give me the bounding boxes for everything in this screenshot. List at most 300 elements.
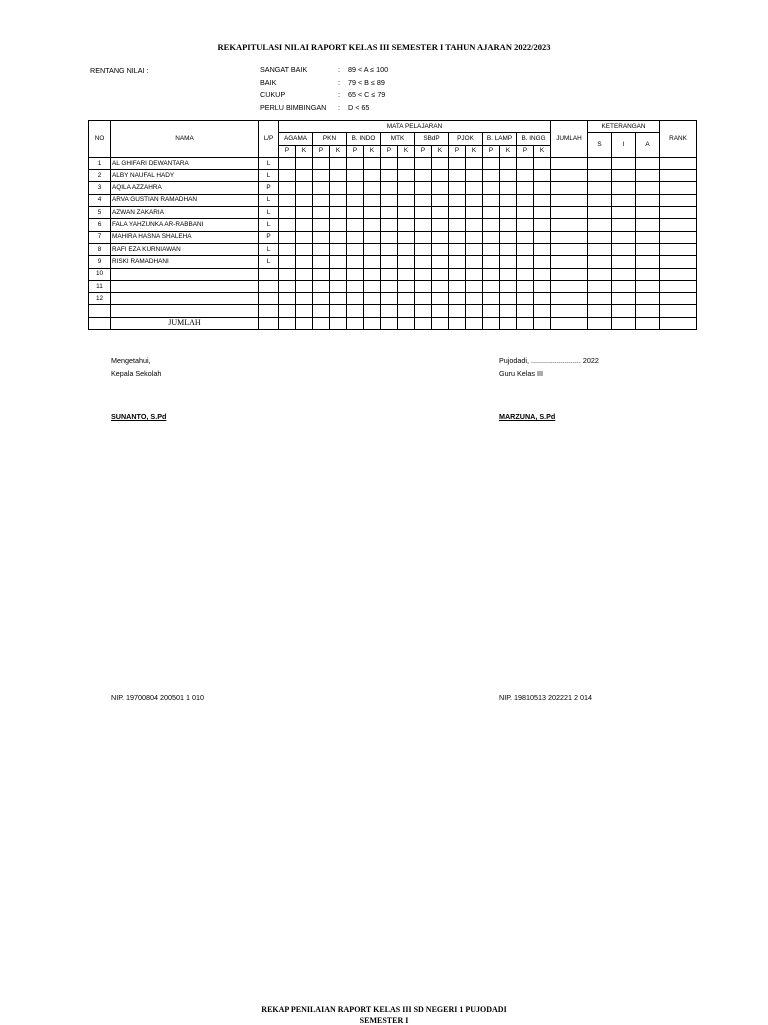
subject-header: PJOK: [449, 133, 483, 145]
total-cell: [660, 317, 697, 329]
range-label: RENTANG NILAI :: [90, 66, 149, 75]
attendance-cell: [588, 219, 612, 231]
attendance-cell: [588, 207, 612, 219]
table-row: [89, 182, 697, 194]
grade-cell: [347, 268, 364, 280]
grade-cell: [483, 256, 500, 268]
table-row: [89, 219, 697, 231]
grade-cell: [483, 243, 500, 255]
grade-cell: [364, 157, 381, 169]
keterampilan-header: K: [466, 145, 483, 157]
row-name: [111, 293, 259, 305]
grade-cell: [398, 207, 415, 219]
attendance-cell: [636, 256, 660, 268]
row-lp: L: [259, 157, 279, 169]
grade-cell: [517, 268, 534, 280]
row-name: RISKI RAMADHANI: [111, 256, 259, 268]
row-lp: L: [259, 256, 279, 268]
pengetahuan-header: P: [347, 145, 364, 157]
grade-range-item: PERLU BIMBINGAN : D < 65: [260, 102, 370, 112]
keterampilan-header: K: [534, 145, 551, 157]
footer-line1: REKAP PENILAIAN RAPORT KELAS III SD NEGERI 1 PUJODADI: [261, 1005, 507, 1014]
attendance-cell: [636, 207, 660, 219]
total-cell: [381, 317, 398, 329]
grade-cell: [279, 207, 296, 219]
row-jumlah: [551, 207, 588, 219]
col-nama: NAMA: [111, 121, 259, 158]
grade-cell: [364, 305, 381, 317]
pengetahuan-header: P: [313, 145, 330, 157]
grade-cell: [279, 157, 296, 169]
grade-cell: [449, 207, 466, 219]
grade-cell: [432, 231, 449, 243]
grade-cell: [517, 194, 534, 206]
grade-cell: [398, 256, 415, 268]
row-rank: [660, 280, 697, 292]
grade-cell: [381, 293, 398, 305]
grade-range-item: BAIK : 79 < B ≤ 89: [260, 77, 385, 87]
row-lp: L: [259, 170, 279, 182]
row-lp: P: [259, 231, 279, 243]
attendance-cell: [588, 231, 612, 243]
total-cell: [313, 317, 330, 329]
grade-cell: [364, 219, 381, 231]
grade-cell: [449, 305, 466, 317]
attendance-cell: [612, 194, 636, 206]
grade-cell: [347, 157, 364, 169]
grade-cell: [381, 207, 398, 219]
grade-cell: [279, 268, 296, 280]
row-no: 5: [89, 207, 111, 219]
pengetahuan-header: P: [449, 145, 466, 157]
attendance-cell: [612, 293, 636, 305]
grade-cell: [381, 305, 398, 317]
grade-cell: [534, 256, 551, 268]
grade-cell: [432, 194, 449, 206]
grade-cell: [381, 256, 398, 268]
keterangan-a: A: [636, 133, 660, 158]
row-name: RAFI EZA KURNIAWAN: [111, 243, 259, 255]
keterampilan-header: K: [500, 145, 517, 157]
row-no: 10: [89, 268, 111, 280]
grade-cell: [296, 207, 313, 219]
row-name: [111, 268, 259, 280]
row-lp: [259, 280, 279, 292]
grade-cell: [381, 243, 398, 255]
grade-cell: [398, 231, 415, 243]
grade-cell: [449, 182, 466, 194]
grade-cell: [415, 170, 432, 182]
total-cell: [534, 317, 551, 329]
grade-cell: [313, 231, 330, 243]
keterampilan-header: K: [296, 145, 313, 157]
attendance-cell: [636, 280, 660, 292]
grade-cell: [381, 280, 398, 292]
principal-nip: NIP. 19700804 200501 1 010: [111, 693, 204, 702]
row-lp: P: [259, 182, 279, 194]
grade-cell: [466, 157, 483, 169]
attendance-cell: [612, 182, 636, 194]
grade-cell: [313, 207, 330, 219]
table-row: [89, 207, 697, 219]
total-cell: [588, 317, 612, 329]
grades-table: [88, 120, 697, 330]
subject-header: AGAMA: [279, 133, 313, 145]
grade-cell: [432, 243, 449, 255]
grade-cell: [517, 170, 534, 182]
row-rank: [660, 293, 697, 305]
table-row: [89, 243, 697, 255]
pengetahuan-header: P: [381, 145, 398, 157]
grade-cell: [347, 207, 364, 219]
table-row: [89, 231, 697, 243]
grade-cell: [500, 194, 517, 206]
grade-cell: [415, 157, 432, 169]
subject-header: B. LAMP: [483, 133, 517, 145]
grade-cell: [279, 305, 296, 317]
row-jumlah: [551, 268, 588, 280]
total-cell: [500, 317, 517, 329]
grade-cell: [466, 194, 483, 206]
table-body: [89, 157, 697, 329]
signature-left: [111, 355, 161, 380]
grade-cell: [279, 170, 296, 182]
row-no: 7: [89, 231, 111, 243]
attendance-cell: [588, 256, 612, 268]
row-name: ARVA GUSTIAN RAMADHAN: [111, 194, 259, 206]
grade-cell: [347, 280, 364, 292]
row-name: AL GHIFARI DEWANTARA: [111, 157, 259, 169]
grade-cell: [466, 256, 483, 268]
grade-cell: [279, 219, 296, 231]
row-lp: [259, 268, 279, 280]
grade-cell: [500, 219, 517, 231]
grade-cell: [415, 243, 432, 255]
grade-cell: [534, 157, 551, 169]
principal-name: SUNANTO, S.Pd: [111, 412, 167, 421]
grade-cell: [534, 280, 551, 292]
grade-cell: [500, 305, 517, 317]
grade-cell: [313, 256, 330, 268]
col-lp: L/P: [259, 121, 279, 158]
row-lp: [259, 305, 279, 317]
grade-cell: [432, 293, 449, 305]
grade-cell: [364, 280, 381, 292]
attendance-cell: [612, 280, 636, 292]
grade-cell: [432, 268, 449, 280]
row-jumlah: [551, 157, 588, 169]
col-no: NO: [89, 121, 111, 158]
grade-cell: [364, 207, 381, 219]
total-cell: [551, 317, 588, 329]
total-cell: [364, 317, 381, 329]
grade-cell: [330, 170, 347, 182]
grade-cell: [449, 231, 466, 243]
grade-cell: [534, 231, 551, 243]
grade-cell: [534, 293, 551, 305]
attendance-cell: [588, 293, 612, 305]
total-cell: [347, 317, 364, 329]
total-cell: [296, 317, 313, 329]
attendance-cell: [612, 207, 636, 219]
grade-cell: [330, 231, 347, 243]
grade-cell: [466, 207, 483, 219]
row-jumlah: [551, 170, 588, 182]
attendance-cell: [612, 219, 636, 231]
grade-cell: [517, 207, 534, 219]
grade-cell: [279, 256, 296, 268]
grade-cell: [330, 182, 347, 194]
grade-cell: [415, 219, 432, 231]
attendance-cell: [612, 243, 636, 255]
grade-cell: [398, 194, 415, 206]
grade-cell: [313, 305, 330, 317]
grade-cell: [313, 194, 330, 206]
total-cell: [259, 317, 279, 329]
grade-cell: [483, 207, 500, 219]
attendance-cell: [636, 305, 660, 317]
attendance-cell: [588, 243, 612, 255]
grade-cell: [517, 231, 534, 243]
total-label: JUMLAH: [111, 317, 259, 329]
grade-cell: [330, 293, 347, 305]
subject-header: PKN: [313, 133, 347, 145]
attendance-cell: [612, 231, 636, 243]
attendance-cell: [636, 182, 660, 194]
grade-cell: [296, 157, 313, 169]
attendance-cell: [612, 256, 636, 268]
grade-cell: [398, 280, 415, 292]
grade-cell: [449, 243, 466, 255]
grade-cell: [517, 157, 534, 169]
total-cell: [466, 317, 483, 329]
attendance-cell: [636, 268, 660, 280]
row-jumlah: [551, 231, 588, 243]
grade-cell: [466, 305, 483, 317]
grade-cell: [330, 256, 347, 268]
keterampilan-header: K: [398, 145, 415, 157]
signature-left-line1: Mengetahui,: [111, 356, 151, 365]
grade-cell: [415, 182, 432, 194]
grade-cell: [415, 207, 432, 219]
row-rank: [660, 268, 697, 280]
grade-cell: [364, 293, 381, 305]
grade-cell: [296, 305, 313, 317]
row-name: FALA YAHZUNKA AR-RABBANI: [111, 219, 259, 231]
grade-cell: [517, 280, 534, 292]
grade-cell: [483, 182, 500, 194]
attendance-cell: [588, 305, 612, 317]
page-title: REKAPITULASI NILAI RAPORT KELAS III SEMESTER I TAHUN AJARAN 2022/2023: [217, 42, 551, 52]
subject-header: B. INDO: [347, 133, 381, 145]
attendance-cell: [636, 170, 660, 182]
grade-cell: [381, 182, 398, 194]
grade-cell: [398, 219, 415, 231]
grade-cell: [466, 243, 483, 255]
subject-header: MTK: [381, 133, 415, 145]
grade-cell: [381, 194, 398, 206]
grade-cell: [517, 305, 534, 317]
attendance-cell: [636, 293, 660, 305]
attendance-cell: [588, 268, 612, 280]
row-no: 1: [89, 157, 111, 169]
row-rank: [660, 207, 697, 219]
col-rank: RANK: [660, 121, 697, 158]
grade-cell: [466, 219, 483, 231]
row-no: 11: [89, 280, 111, 292]
total-cell: [415, 317, 432, 329]
attendance-cell: [636, 231, 660, 243]
grade-cell: [415, 280, 432, 292]
attendance-cell: [612, 157, 636, 169]
grade-cell: [313, 293, 330, 305]
row-rank: [660, 170, 697, 182]
grade-cell: [500, 293, 517, 305]
subject-header: B. INGG: [517, 133, 551, 145]
grade-cell: [398, 170, 415, 182]
row-jumlah: [551, 280, 588, 292]
total-cell: [398, 317, 415, 329]
grade-cell: [517, 182, 534, 194]
row-lp: L: [259, 219, 279, 231]
grade-cell: [500, 243, 517, 255]
attendance-cell: [636, 243, 660, 255]
grade-cell: [483, 219, 500, 231]
grade-cell: [279, 182, 296, 194]
grade-cell: [398, 293, 415, 305]
footer-line2: SEMESTER I: [359, 1016, 409, 1025]
grade-cell: [296, 268, 313, 280]
row-rank: [660, 182, 697, 194]
row-jumlah: [551, 305, 588, 317]
grade-cell: [279, 293, 296, 305]
grade-cell: [534, 207, 551, 219]
grade-cell: [432, 170, 449, 182]
grade-cell: [483, 170, 500, 182]
grade-cell: [449, 280, 466, 292]
col-keterangan: KETERANGAN: [588, 121, 660, 133]
grade-cell: [364, 256, 381, 268]
grade-cell: [398, 243, 415, 255]
attendance-cell: [612, 170, 636, 182]
grade-cell: [466, 170, 483, 182]
signature-right: [499, 355, 599, 380]
total-cell: [432, 317, 449, 329]
attendance-cell: [588, 182, 612, 194]
table-row: [89, 157, 697, 169]
grade-cell: [500, 170, 517, 182]
row-jumlah: [551, 219, 588, 231]
grade-cell: [432, 182, 449, 194]
grade-cell: [449, 219, 466, 231]
attendance-cell: [612, 268, 636, 280]
grade-range-list: [260, 64, 388, 114]
row-name: MAHIRA HASNA SHALEHA: [111, 231, 259, 243]
grade-cell: [347, 219, 364, 231]
grade-cell: [517, 243, 534, 255]
total-cell: [279, 317, 296, 329]
grade-cell: [398, 157, 415, 169]
attendance-cell: [588, 157, 612, 169]
attendance-cell: [612, 305, 636, 317]
grade-cell: [296, 219, 313, 231]
grade-cell: [500, 182, 517, 194]
grade-cell: [466, 280, 483, 292]
row-jumlah: [551, 256, 588, 268]
grade-cell: [398, 268, 415, 280]
grade-cell: [330, 243, 347, 255]
grade-cell: [483, 293, 500, 305]
grade-cell: [432, 280, 449, 292]
grade-cell: [483, 305, 500, 317]
row-name: [111, 280, 259, 292]
pengetahuan-header: P: [279, 145, 296, 157]
total-spacer: [89, 317, 111, 329]
row-no: 9: [89, 256, 111, 268]
grade-cell: [313, 268, 330, 280]
signature-right-line2: Guru Kelas III: [499, 368, 543, 378]
grade-cell: [415, 256, 432, 268]
grade-cell: [330, 280, 347, 292]
grade-cell: [296, 170, 313, 182]
grade-cell: [279, 194, 296, 206]
table-row: [89, 280, 697, 292]
grade-cell: [449, 268, 466, 280]
grade-cell: [296, 293, 313, 305]
row-rank: [660, 243, 697, 255]
grade-cell: [466, 231, 483, 243]
grade-cell: [500, 256, 517, 268]
row-name: AQILA AZZAHRA: [111, 182, 259, 194]
pengetahuan-header: P: [483, 145, 500, 157]
total-cell: [612, 317, 636, 329]
grade-cell: [347, 231, 364, 243]
grade-cell: [483, 157, 500, 169]
attendance-cell: [588, 194, 612, 206]
grade-cell: [296, 231, 313, 243]
grade-cell: [534, 305, 551, 317]
grade-cell: [398, 305, 415, 317]
grade-cell: [466, 268, 483, 280]
row-lp: [259, 293, 279, 305]
grade-cell: [296, 194, 313, 206]
row-no: 8: [89, 243, 111, 255]
grade-cell: [296, 256, 313, 268]
grade-cell: [313, 157, 330, 169]
row-jumlah: [551, 293, 588, 305]
keterangan-s: S: [588, 133, 612, 158]
grade-cell: [381, 157, 398, 169]
grade-cell: [364, 182, 381, 194]
grade-cell: [449, 256, 466, 268]
grade-cell: [296, 243, 313, 255]
grade-cell: [517, 256, 534, 268]
grade-cell: [279, 243, 296, 255]
grade-cell: [449, 293, 466, 305]
grade-cell: [313, 170, 330, 182]
pengetahuan-header: P: [517, 145, 534, 157]
grade-cell: [398, 182, 415, 194]
total-cell: [483, 317, 500, 329]
grade-cell: [364, 268, 381, 280]
grade-cell: [415, 268, 432, 280]
grade-cell: [330, 219, 347, 231]
row-no: 2: [89, 170, 111, 182]
table-row: [89, 256, 697, 268]
grade-cell: [296, 280, 313, 292]
grade-cell: [432, 219, 449, 231]
grade-cell: [381, 268, 398, 280]
